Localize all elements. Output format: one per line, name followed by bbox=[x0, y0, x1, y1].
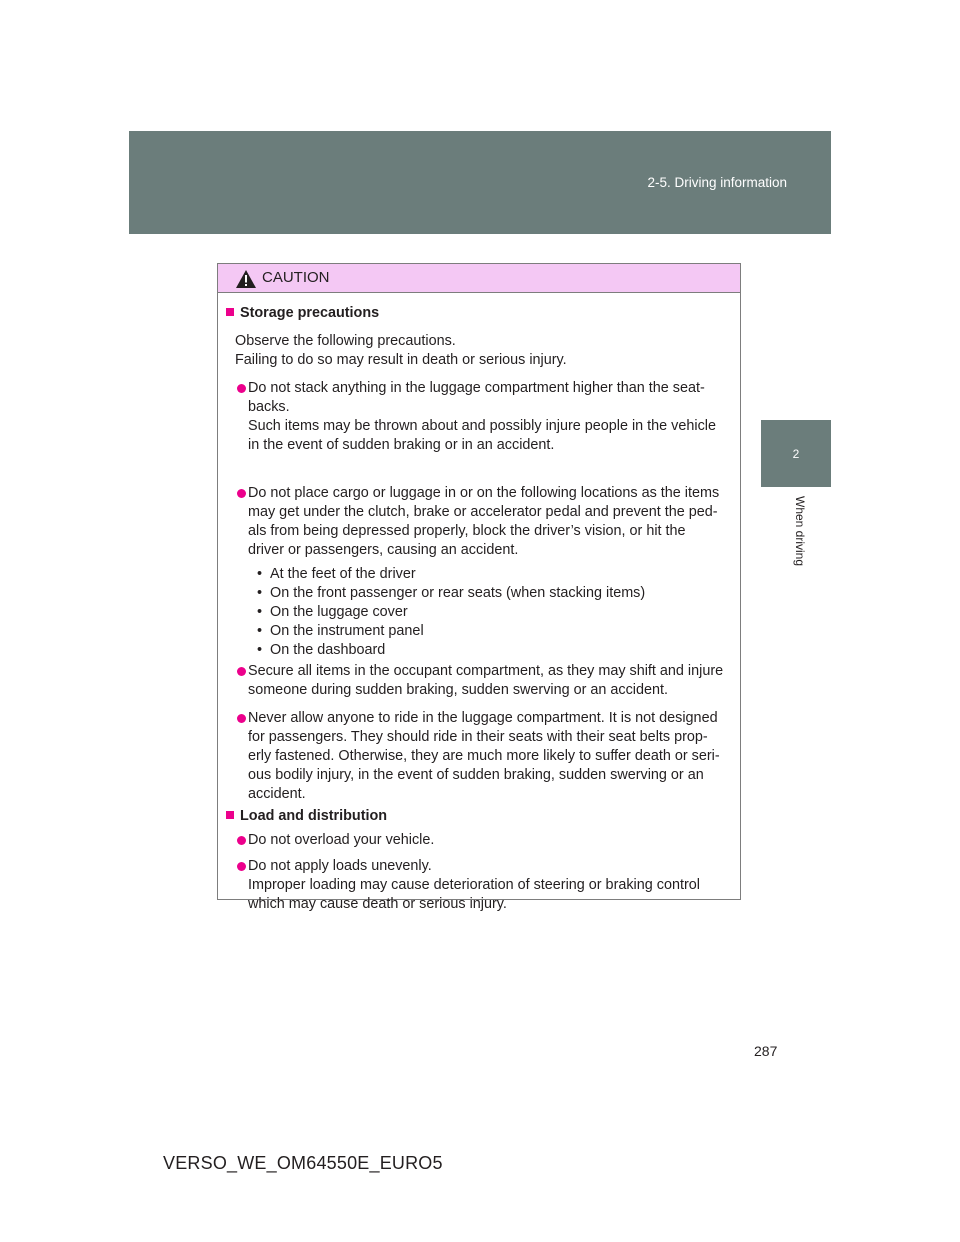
round-bullet-icon bbox=[237, 489, 246, 498]
square-bullet-icon bbox=[226, 308, 234, 316]
location-item: • On the dashboard bbox=[257, 642, 386, 658]
page-number: 287 bbox=[754, 1043, 778, 1059]
caution-box bbox=[217, 263, 741, 912]
load-heading: Load and distribution bbox=[226, 807, 387, 826]
location-item: • At the feet of the driver bbox=[257, 566, 416, 582]
caution-title: CAUTION bbox=[262, 269, 330, 286]
header-band bbox=[129, 131, 831, 234]
document-code: VERSO_WE_OM64550E_EURO5 bbox=[163, 1153, 443, 1173]
chapter-number: 2 bbox=[792, 447, 800, 461]
chapter-label: When driving bbox=[793, 496, 807, 567]
list-item: Do not place cargo or luggage in or on the following locations as the items may get under the clutch, brake or accelerator pedal and prevent the ped- als from being depressed properly, block the driver’s vision, or hit the driver or passengers, causing an accident. bbox=[237, 484, 737, 560]
list-item: Never allow anyone to ride in the luggage compartment. It is not designed for passengers. They should ride in their seats with their seat belts prop- erly fastened. Otherwise, they are much more likely to suffer death or seri- ous bodily injury, in the event of sudden braking, sudden swerving or an accident. bbox=[237, 709, 737, 804]
location-item: • On the front passenger or rear seats (when stacking items) bbox=[257, 585, 646, 601]
caution-header bbox=[218, 264, 740, 293]
section-title: 2-5. Driving information bbox=[647, 175, 787, 190]
round-bullet-icon bbox=[237, 862, 246, 871]
round-bullet-icon bbox=[237, 667, 246, 676]
round-bullet-icon bbox=[237, 714, 246, 723]
square-bullet-icon bbox=[226, 811, 234, 819]
list-item: Secure all items in the occupant compartment, as they may shift and injure someone during sudden braking, sudden swerving or an accident. bbox=[237, 662, 737, 700]
list-item: Do not overload your vehicle. bbox=[237, 831, 737, 850]
warning-triangle-icon bbox=[235, 269, 257, 289]
storage-intro: Observe the following precautions. Failing to do so may result in death or serious injury. bbox=[235, 333, 567, 368]
location-item: • On the luggage cover bbox=[257, 604, 408, 620]
chapter-tab bbox=[761, 420, 831, 487]
list-item: Do not stack anything in the luggage compartment higher than the seat- backs. Such items may be thrown about and possibly injure people in the vehicle in the event of sudden braking or in an accident. bbox=[237, 379, 737, 455]
list-item: Do not apply loads unevenly. Improper loading may cause deterioration of steering or braking control which may cause death or serious injury. bbox=[237, 857, 737, 914]
round-bullet-icon bbox=[237, 836, 246, 845]
location-item: • On the instrument panel bbox=[257, 623, 424, 639]
round-bullet-icon bbox=[237, 384, 246, 393]
storage-heading: Storage precautions bbox=[226, 304, 379, 323]
